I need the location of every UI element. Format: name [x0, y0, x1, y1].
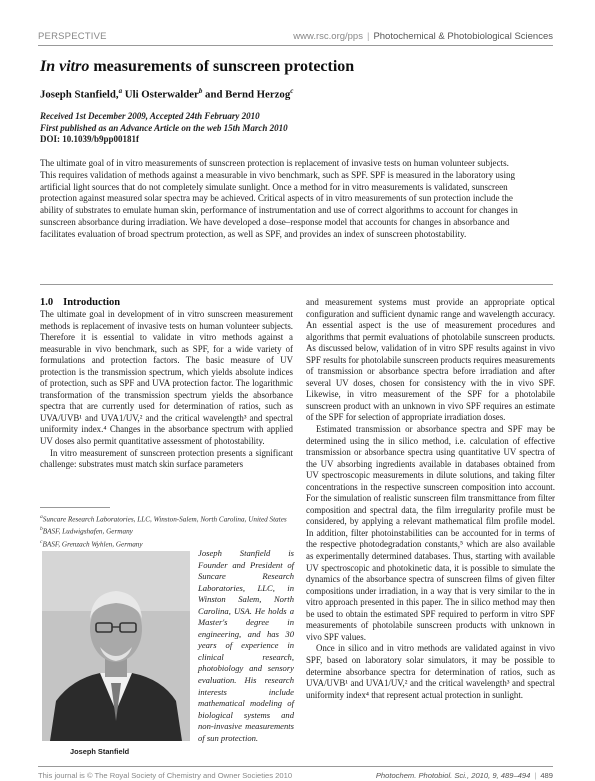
journal-url-link[interactable]: www.rsc.org/pps: [293, 31, 363, 42]
abstract: [40, 158, 518, 241]
header-divider: |: [366, 31, 370, 42]
author-photo: [42, 551, 190, 741]
footnote: $^b$BASF, Ludwigshafen, Germany: [40, 526, 133, 536]
published-date: First published as an Advance Article on the web 15th March 2010: [40, 122, 288, 133]
article-history: [40, 111, 560, 146]
column-left: [40, 309, 293, 471]
photo-caption: Joseph Stanfield: [70, 747, 130, 756]
body-paragraph: and measurement systems must provide an appropriate optical configuration and sufficient dynamic range and wavelength accuracy. An essential aspect is the use of measurement procedures and algorithms that permit evaluations of photolabile sunscreen products. As discussed below, validation of in vitro SPF results against in vivo SPF results for photolabile sunscreen products requires measurements of transmission or absorbance spectra before irradiation and after several UV doses, chosen for consistency with the in vivo SPF. Likewise, in vitro measurement of the SPF for a photolabile sunscreen product with an unknown in vivo SPF requires an estimate of the SPF for selection of appropriate irradiation doses.: [306, 297, 555, 423]
header-rule: [38, 45, 553, 46]
citation: Photochem. Photobiol. Sci., 2010, 9, 489–494: [375, 771, 531, 780]
footnote: $^a$Suncare Research Laboratories, LLC, Winston-Salem, North Carolina, United States: [40, 514, 287, 524]
author-portrait-image: [42, 551, 190, 741]
footer-rule: [38, 766, 553, 767]
author-name: and Bernd Herzog: [202, 88, 291, 101]
author-biography: [198, 548, 294, 744]
body-paragraph: In vitro measurement of sunscreen protection presents a significant challenge: substrates must match skin surface parameters: [40, 447, 293, 470]
section-number: 1.0: [40, 297, 54, 308]
footer-citation-block: [376, 771, 553, 780]
section-title: Introduction: [63, 297, 121, 308]
received-date: Received 1st December 2009, Accepted 24th February 2010: [40, 111, 260, 121]
abstract-rule: [40, 284, 553, 285]
section-heading: [40, 297, 120, 308]
doi-link[interactable]: DOI: 10.1039/b9pp00181f: [40, 134, 140, 144]
section-label: PERSPECTIVE: [38, 31, 107, 42]
body-paragraph: Once in silico and in vitro methods are validated against in vivo SPF, based on laboratory solar simulators, it may be possible to determine absorbance spectra for determination of ratios, such as UVA/UVB¹ and UVA1/UV,² and the critical wavelength³ and spectral uniformity index⁴ that represent actual protection in sunlight.: [306, 643, 555, 700]
biography-text: Joseph Stanfield is Founder and President of Suncare Research Laboratories, LLC, in Winston Salem, North Carolina, USA. He holds a Master's degree in engineering, and has 30 years of experience in clinical research, photobiology and sensory evaluation. His research interests include mathematical modeling of biological systems and non-invasive measurements of sun protection.: [198, 548, 294, 743]
body-paragraph: Estimated transmission or absorbance spectra and SPF may be determined using the in silico method, i.e. calculation of effective transmission or absorbance spectra using quantitative UV spectra of the UV absorbing ingredients available in databases obtained from UV spectroscopic measurements in dilute solutions, and taking filter concentrations in the respective sunscreen composition into account. For the simulation of realistic sunscreen film transmittance from filter composition and spectral data, the film irregularity profile must be considered, by applying a relevant mathematical film profile model. In addition, filter photoinstabilities can be accounted for in terms of the respective photodegradation constants,⁵ which are also available as experimentally determined databases. Thus, starting with available UV spectroscopic and photokinetic data, it is possible to simulate the dynamics of the absorbance spectra of sunscreen films of given filter compositions under irradiation, in a way that is very similar to the in vitro approach presented in this paper. The in silico method may then be used to obtain the estimated SPF required to perform in vitro SPF measurements of photolabile sunscreen products with unknown in vivo SPF values.: [306, 424, 555, 642]
column-right: [306, 297, 555, 701]
author-affiliation-mark: c: [290, 87, 294, 95]
author-name: Joseph Stanfield,: [40, 88, 119, 101]
footnote-rule: [40, 507, 110, 508]
page-number: 489: [540, 771, 553, 780]
author-name: Uli Osterwalder: [122, 88, 199, 101]
author-list: [40, 87, 560, 101]
author-affiliation-mark: b: [198, 87, 203, 95]
affiliation-footnotes: [40, 512, 293, 549]
page-header: [38, 31, 553, 45]
header-right: [293, 31, 553, 42]
abstract-text: The ultimate goal of in vitro measurements of sunscreen protection is replacement of invasive tests on human volunteer subjects. This requires validation of methods against a measurable in vivo benchmark, such as SPF. SPF is measured in the laboratory using artificial light sources that do not completely simulate sunlight. Once a method for in vitro measurements is validated, sunscreen protection against measured solar spectra may be achieved. Critical aspects of in vitro measurements of sun protection include the ability of substrates to emulate human skin, performance of instrumentation and use of correct algorithms to account for changes in sunscreen absorbance during irradiation. We have developed a dose–response model that accounts for changes in absorbance and facilitates evaluation of broad spectrum protection, as well as SPF, and provides an index of sunscreen photostability.: [40, 158, 518, 239]
author-affiliation-mark: a: [118, 87, 123, 95]
footer-divider: |: [534, 771, 537, 780]
body-paragraph: The ultimate goal in development of in vitro sunscreen measurement methods is replacement of invasive tests on human volunteer subjects. Therefore it is essential to validate in vitro methods against a measurable in vivo benchmark, such as SPF, for a wide variety of formulations and protection factors. The basic measure of UV protection is the transmission spectrum, which yields absolute indices of protection, such as SPF and UVA protection factor. The logarithmic transformation of the transmission spectrum yields the absorbance spectra that are currently used for determination of ratios, such as UVA/UVB¹ and UVA1/UV,² and the critical wavelength³ and spectral uniformity index.⁴ Changes in the absorbance spectrum with applied UV doses also permit quantitative assessment of photostability.: [40, 309, 293, 447]
footnote: $^c$BASF, Grenzach Wyhlen, Germany: [40, 538, 143, 549]
copyright-notice: This journal is © The Royal Society of Chemistry and Owner Societies 2010: [38, 771, 293, 780]
article-title: In vitro measurements of sunscreen protection: [40, 58, 355, 75]
journal-name: Photochemical & Photobiological Sciences: [373, 31, 553, 42]
